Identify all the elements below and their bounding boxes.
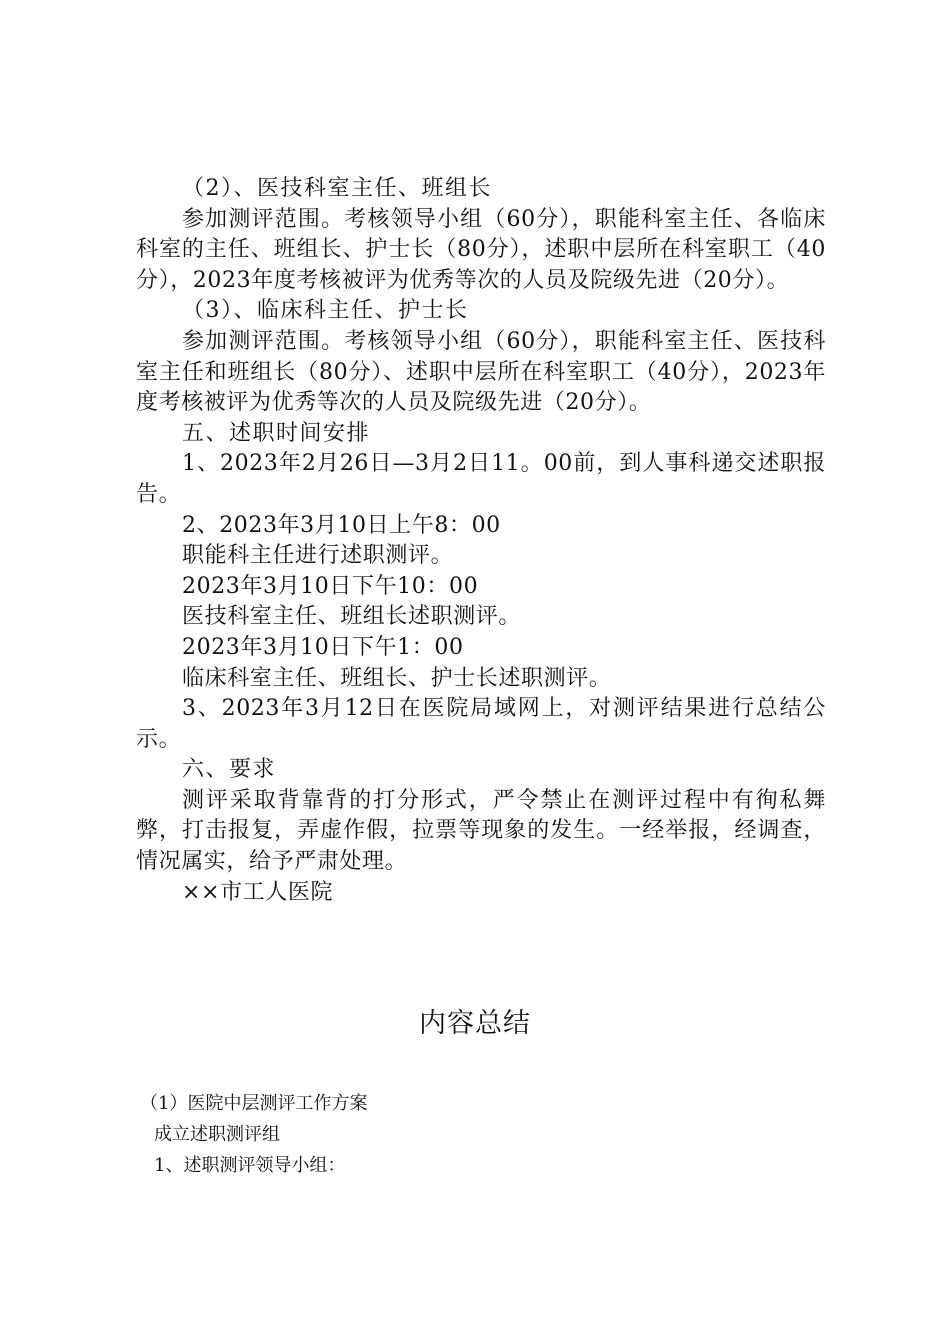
schedule-item-2-detail: 职能科主任进行述职测评。 xyxy=(182,543,454,569)
schedule-item-2b-detail: 医技科室主任、班组长述职测评。 xyxy=(182,604,522,630)
schedule-item-2: 2、2023年3月10日上午8：00 xyxy=(182,512,501,538)
paragraph-clinical-scope: 参加测评范围。考核领导小组（60分），职能科室主任、医技科室主任和班组长（80分）、述职中层所在科室职工（40分），2023年度考核被评为优秀等次的人员及院级先进（20分）。 xyxy=(136,328,826,416)
summary-line-group: 成立述职测评组 xyxy=(154,1124,280,1145)
summary-body xyxy=(140,1088,830,1181)
section-heading-clinical: （3）、临床科主任、护士长 xyxy=(182,298,469,324)
schedule-item-3: 3、2023年3月12日在医院局域网上，对测评结果进行总结公示。 xyxy=(136,696,826,752)
schedule-item-2b: 2023年3月10日下午10：00 xyxy=(182,573,479,599)
paragraph-requirements: 测评采取背靠背的打分形式，严令禁止在测评过程中有徇私舞弊，打击报复，弄虚作假，拉票等现象的发生。一经举报，经调查，情况属实，给予严肃处理。 xyxy=(136,787,826,875)
section-heading-requirements: 六、要求 xyxy=(182,757,277,783)
document-body xyxy=(136,174,826,908)
summary-title: 内容总结 xyxy=(419,1008,531,1039)
summary-line-plan: （1）医院中层测评工作方案 xyxy=(140,1093,368,1114)
schedule-item-2c: 2023年3月10日下午1：00 xyxy=(182,634,464,660)
section-heading-schedule: 五、述职时间安排 xyxy=(182,420,371,446)
schedule-item-2c-detail: 临床科室主任、班组长、护士长述职测评。 xyxy=(182,665,612,691)
schedule-item-1: 1、2023年2月26日—3月2日11。00前，到人事科递交述职报告。 xyxy=(136,451,826,507)
section-heading-medtech: （2）、医技科室主任、班组长 xyxy=(182,176,492,201)
signature-organization: ××市工人医院 xyxy=(182,879,334,905)
summary-line-leadership: 1、述职测评领导小组： xyxy=(154,1155,346,1176)
paragraph-medtech-scope: 参加测评范围。考核领导小组（60分），职能科室主任、各临床科室的主任、班组长、护士长（80分），述职中层所在科室职工（40分），2023年度考核被评为优秀等次的人员及院级先进（20分）。 xyxy=(136,206,826,293)
